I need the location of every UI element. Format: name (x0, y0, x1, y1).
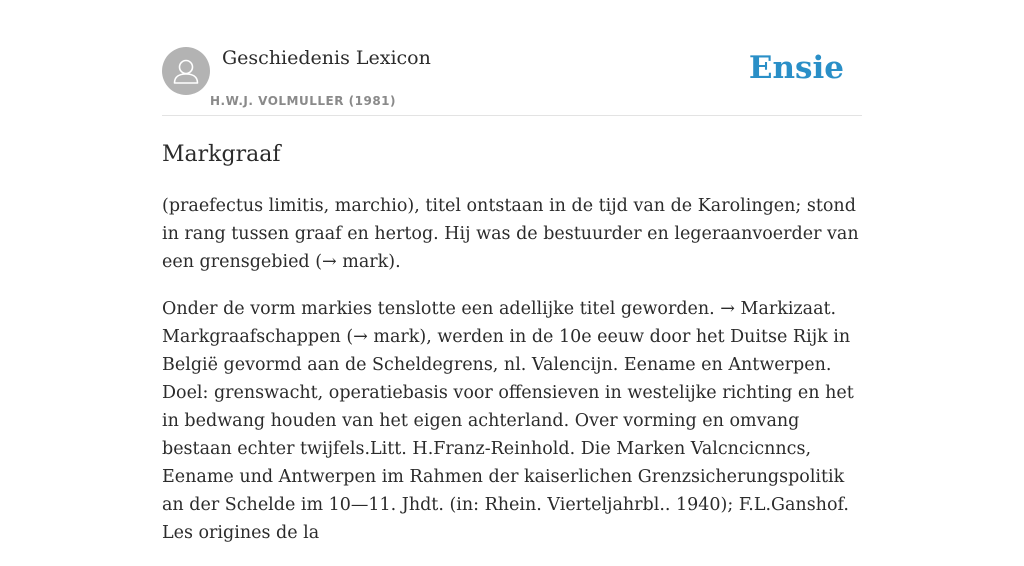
source-header (162, 0, 862, 116)
article-paragraph: (praefectus limitis, marchio), titel ontstaan in de tijd van de Karolingen; stond in rang tussen graaf en hertog. Hij was de bestuurder en legeraanvoerder van een grensgebied (→ mark). (162, 196, 859, 272)
article-body (162, 192, 862, 566)
user-silhouette-icon[interactable] (162, 47, 210, 95)
content-column (162, 0, 862, 543)
article-paragraph: Onder de vorm markies tenslotte een adellijke titel geworden. → Markizaat. Markgraafschappen (→ mark), werden in de 10e eeuw door het Duitse Rijk in België gevormd aan de Scheldegrens, nl. Valencijn. Eename en Antwerpen. Doel: grenswacht, operatiebasis voor offensieven in westelijke richting en het in bedwang houden van het eigen achterland. Over vorming en omvang bestaan echter twijfels.Litt. H.Franz-Reinhold. Die Marken Valcncicnncs, Eename und Antwerpen im Rahmen der kaiserlichen Grenzsicherungspolitik an der Schelde im 10—11. Jhdt. (in: Rhein. Vierteljahrbl.. 1940); F.L.Ganshof. Les origines de la (162, 299, 854, 543)
source-title-link[interactable]: Geschiedenis Lexicon (222, 47, 431, 69)
source-author: H.W.J. VOLMULLER (1981) (210, 94, 397, 108)
ensie-logo-link[interactable]: Ensie (748, 50, 844, 86)
article-title: Markgraaf (162, 142, 281, 167)
